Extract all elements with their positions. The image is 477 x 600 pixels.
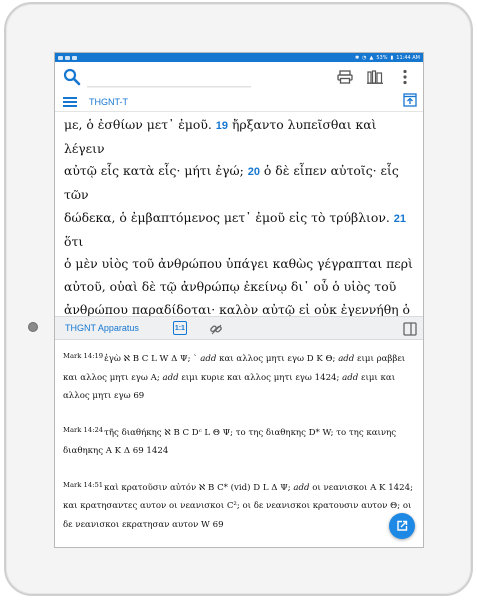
apparatus-add-marker: add (200, 354, 217, 364)
apparatus-text: και αλλος μητι εγω D K Θ; (216, 354, 339, 364)
apparatus-add-marker: add (293, 482, 310, 493)
status-bar (55, 53, 423, 62)
verse-text: ἤρξαντο λυπεῖσθαι καὶ λέγειν (64, 117, 377, 156)
verse-text: ὅτι (64, 233, 84, 249)
apparatus-pane[interactable] (55, 340, 423, 534)
search-input[interactable] (87, 67, 251, 87)
app-screen (54, 52, 424, 548)
verse-text: ὁ δὲ εἶπεν αὐτοῖς· εἷς τῶν (64, 163, 399, 203)
signal-icon: ▲ (369, 54, 374, 61)
verse-number[interactable]: 19 (215, 120, 229, 132)
apparatus-bar (55, 316, 423, 340)
search-icon[interactable] (63, 68, 81, 86)
apparatus-add-marker: add (342, 372, 359, 383)
link-icon[interactable] (209, 321, 223, 335)
apparatus-entry (63, 347, 415, 406)
open-external-button[interactable] (389, 513, 415, 539)
apparatus-entry (63, 421, 415, 461)
bible-text-pane[interactable] (55, 112, 423, 316)
export-panel-icon[interactable] (403, 92, 417, 111)
printer-icon[interactable] (333, 65, 357, 89)
wifi-icon: ◔ (362, 54, 367, 61)
text-line (64, 276, 415, 299)
library-icon[interactable] (363, 65, 387, 89)
verse-text: δώδεκα, ὁ ἐμβαπτόμενος μετ᾽ ἐμοῦ εἰς τὸ τρύβλιον. (64, 209, 394, 225)
apparatus-text: τῆς διαθήκης ℵ B C Dᶜ L Θ Ψ; το της διαθηκης D* W; το της καινης διαθηκης A K Δ 69 1424 (63, 427, 397, 456)
search-toolbar (55, 62, 423, 92)
verse-number[interactable]: 21 (393, 212, 407, 225)
notification-icon (72, 56, 77, 60)
apparatus-text: ειμι και αλλος μητι εγω 69 (63, 372, 396, 401)
menu-icon[interactable] (63, 97, 77, 107)
apparatus-text: ειμι ραββει και αλλος μητι εγω A; (63, 354, 406, 383)
text-line (64, 114, 415, 160)
bluetooth-icon: ✱ (354, 54, 360, 61)
apparatus-module-selector[interactable]: THGNT Apparatus (65, 323, 139, 333)
notification-icon (58, 56, 63, 60)
verse-number[interactable]: 20 (247, 166, 260, 179)
verse-text: ἀνθρώπου παραδίδοται· καλὸν αὐτῷ εἰ οὐκ ἐγεννήθη ὁ (64, 301, 411, 316)
text-line (64, 207, 415, 253)
apparatus-reference[interactable]: Mark 14:19 (63, 352, 104, 360)
battery-icon: ▮ (390, 54, 394, 61)
home-button[interactable] (28, 322, 38, 332)
text-line (64, 299, 415, 316)
verse-text: αὐτῷ εἷς κατὰ εἷς· μήτι ἐγώ; (64, 163, 248, 179)
open-external-icon (396, 520, 408, 532)
apparatus-entry (63, 476, 415, 535)
apparatus-add-marker: add (338, 354, 355, 364)
apparatus-text: οι νεανισκοι A K 1424; και κρατησαντες αυτον οι νεανισκοι C²; οι δε νεανισκοι κρατουσιν αυτον Θ; οι δε νεανισκοι εκρατησαν αυτον W 69 (63, 482, 413, 530)
clock: 11:44 AM (396, 54, 420, 61)
verse-text: με, ὁ ἐσθίων μετ᾽ ἐμοῦ. (64, 117, 216, 132)
more-vert-icon[interactable] (393, 65, 417, 89)
apparatus-text: καὶ κρατοῦσιν αὐτόν ℵ B C* (vid) D L Δ Ψ; (104, 482, 294, 493)
text-line (64, 253, 415, 276)
sync-toggle-button[interactable]: 1:1 (173, 321, 187, 335)
split-view-icon[interactable] (403, 321, 417, 335)
apparatus-text: ἐγὼ ℵ B C L W Δ Ψ; ` (104, 354, 201, 364)
notification-icons (58, 56, 77, 60)
apparatus-reference[interactable]: Mark 14:24 (63, 425, 104, 434)
status-right (355, 55, 420, 61)
text-line (64, 160, 415, 206)
verse-text: αὐτοῦ, οὐαὶ δὲ τῷ ἀνθρώπῳ ἐκείνῳ δι᾽ οὗ ὁ υἱὸς τοῦ (64, 278, 397, 294)
battery-level: 53% (376, 54, 388, 61)
apparatus-text: ειμι κυριε και αλλος μητι εγω 1424; (178, 372, 343, 383)
module-bar (55, 92, 423, 112)
apparatus-reference[interactable]: Mark 14:51 (63, 480, 104, 489)
module-selector[interactable]: THGNT-T (89, 96, 128, 107)
apparatus-add-marker: add (162, 372, 179, 383)
notification-icon (65, 56, 70, 60)
verse-text: ὁ μὲν υἱὸς τοῦ ἀνθρώπου ὑπάγει καθὼς γέγραπται περὶ (64, 256, 413, 272)
